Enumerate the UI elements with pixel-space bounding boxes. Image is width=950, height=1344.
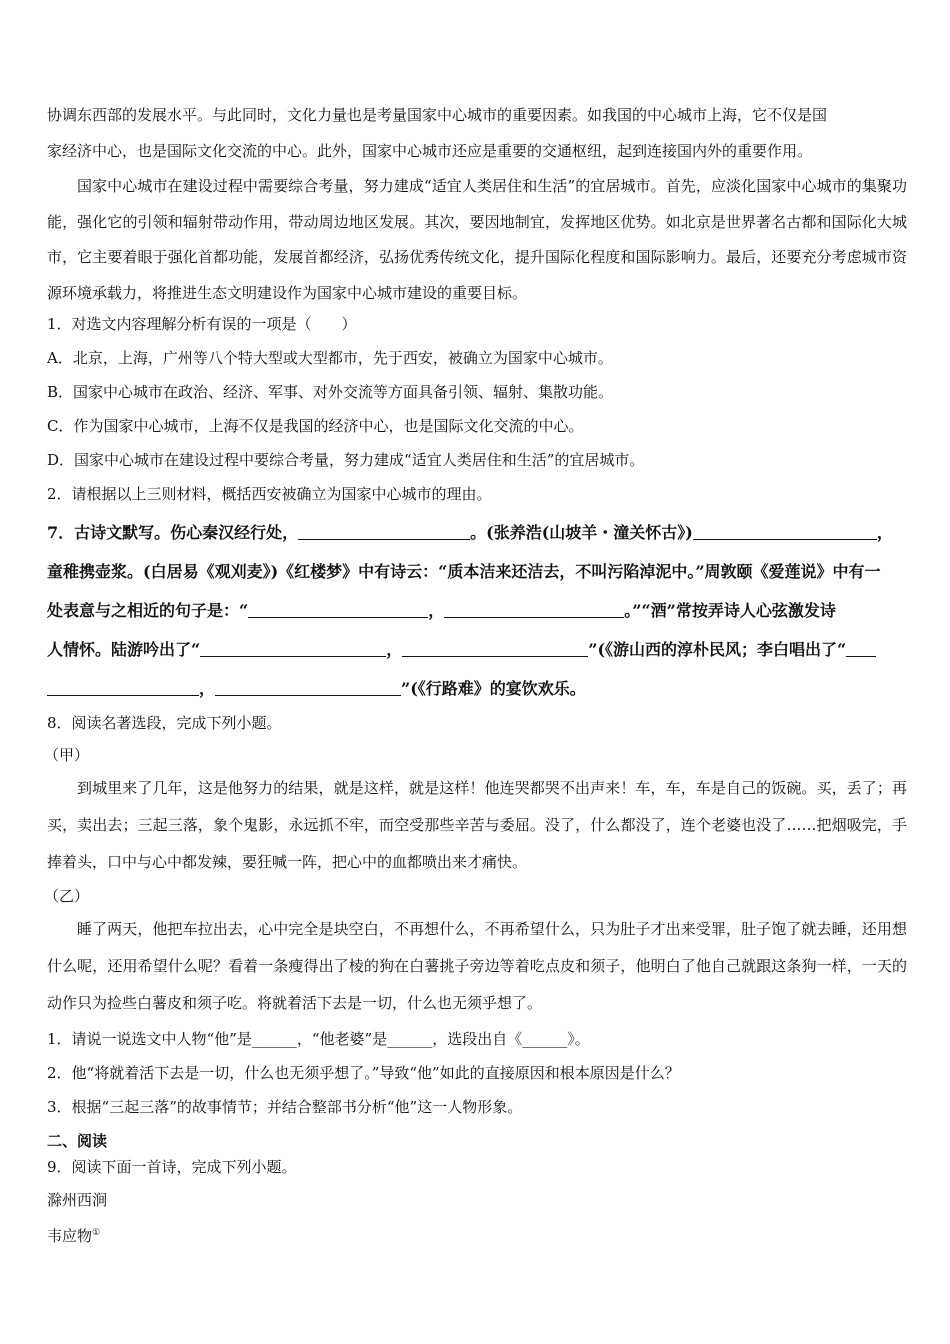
q7-text-11: ， (199, 679, 216, 698)
poem-author-footnote: ① (92, 1228, 101, 1238)
q7-blank-3 (248, 601, 428, 618)
q7-text-4: 童稚携壶浆。(白居易《观刈麦》)《红楼梦》中有诗云：“质本洁来还洁去，不叫污陷淖泥中。”周敦颐《爱莲说》中有一 (47, 562, 881, 581)
q8-sub-2: 2．他“将就着活下去是一切，什么也无须乎想了。”导致“他”如此的直接原因和根本原因是什么？ (47, 1064, 680, 1082)
option-c: C．作为国家中心城市，上海不仅是我国的经济中心，也是国际文化交流的中心。 (47, 417, 584, 435)
q8-sub-3: 3．根据“三起三落”的故事情节；并结合整部书分析“他”这一人物形象。 (47, 1098, 523, 1116)
q7-blank-2 (693, 523, 877, 540)
passage-line-2: 家经济中心，也是国际文化交流的中心。此外，国家中心城市还应是重要的交通枢纽，起到连接国内外的重要作用。 (47, 141, 813, 160)
q7-text-7: 。”“酒”常按弄诗人心弦激发诗 (624, 601, 836, 620)
q7-text-5: 处表意与之相近的句子是：“ (47, 601, 249, 620)
section-heading-reading: 二、阅读 (47, 1132, 108, 1150)
q8-sub-1: 1．请说一说选文中人物“他”是______，“他老婆”是______，选段出自《______》。 (47, 1030, 590, 1048)
excerpt-jia-text: 到城里来了几年，这是他努力的结果，就是这样，就是这样！他连哭都哭不出声来！车，车，车是自己的饭碗。买，丢了；再买，卖出去；三起三落，象个鬼影，永远抓不牢，而空受那些辛苦与委屈。没了，什么都没了，连个老婆也没了……把烟吸完，手捧着头，口中与心中都发辣，要狂喊一阵，把心中的血都喷出来才痛快。 (47, 779, 907, 871)
q7-blank-1 (298, 523, 470, 540)
q7-blank-7a (846, 640, 876, 657)
option-a: A．北京，上海，广州等八个特大型或大型都市，先于西安，被确立为国家中心城市。 (47, 349, 613, 367)
q7-blank-8 (215, 679, 401, 696)
passage-line-1: 协调东西部的发展水平。与此同时，文化力量也是考量国家中心城市的重要因素。如我国的中心城市上海，它不仅是国 (47, 106, 828, 124)
q7-text-8: 人情怀。陆游吟出了“ (47, 640, 201, 659)
q7-text-3: ， (876, 523, 893, 542)
q7-blank-6 (402, 640, 588, 657)
question-9: 9．阅读下面一首诗，完成下列小题。 (47, 1158, 297, 1176)
q7-text-1: 7．古诗文默写。伤心秦汉经行处， (47, 523, 299, 542)
q7-blank-7b (47, 679, 199, 696)
question-8-intro: 8．阅读名著选段，完成下列小题。 (47, 714, 282, 732)
excerpt-yi-label: （乙） (44, 887, 90, 905)
q7-blank-4 (444, 601, 624, 618)
poem-author-name: 韦应物 (47, 1227, 93, 1245)
question-1: 1．对选文内容理解分析有误的一项是（ ） (47, 315, 357, 333)
option-b: B．国家中心城市在政治、经济、军事、对外交流等方面具备引领、辐射、集散功能。 (47, 383, 614, 401)
poem-author (47, 1220, 907, 1249)
excerpt-jia-label: （甲） (44, 746, 90, 764)
q7-text-9: ， (386, 640, 403, 659)
q7-text-10: ”(《游山西的淳朴民风；李白唱出了“ (588, 640, 847, 659)
question-2: 2．请根据以上三则材料，概括西安被确立为国家中心城市的理由。 (47, 485, 492, 503)
question-7 (47, 513, 907, 708)
q7-blank-5 (200, 640, 386, 657)
q7-text-2: 。(张养浩(山坡羊・潼关怀古》) (470, 523, 693, 542)
q7-text-12: ”(《行路难》的宴饮欢乐。 (401, 679, 586, 698)
passage-paragraph-2: 国家中心城市在建设过程中需要综合考量，努力建成“适宜人类居住和生活”的宜居城市。首先，应淡化国家中心城市的集聚功能，强化它的引领和辐射带动作用，带动周边地区发展。其次，要因地制宜，发挥地区优势。如北京是世界著名古都和国际化大城市，它主要着眼于强化首都功能，发展首都经济，弘扬优秀传统文化，提升国际化程度和国际影响力。最后，还要充分考虑城市资源环境承载力，将推进生态文明建设作为国家中心城市建设的重要目标。 (47, 177, 907, 302)
poem-title: 滁州西涧 (47, 1191, 108, 1209)
document-page (44, 98, 907, 1249)
option-d: D．国家中心城市在建设过程中要综合考量，努力建成“适宜人类居住和生活”的宜居城市。 (47, 451, 645, 469)
excerpt-yi-text: 睡了两天，他把车拉出去，心中完全是块空白，不再想什么，不再希望什么，只为肚子才出来受罪，肚子饱了就去睡，还用想什么呢，还用希望什么呢？看着一条瘦得出了棱的狗在白薯挑子旁边等着吃点皮和须子，他明白了他自己就跟这条狗一样，一天的动作只为捡些白薯皮和须子吃。将就着活下去是一切，什么也无须乎想了。 (47, 920, 907, 1012)
q7-text-6: ， (428, 601, 445, 620)
